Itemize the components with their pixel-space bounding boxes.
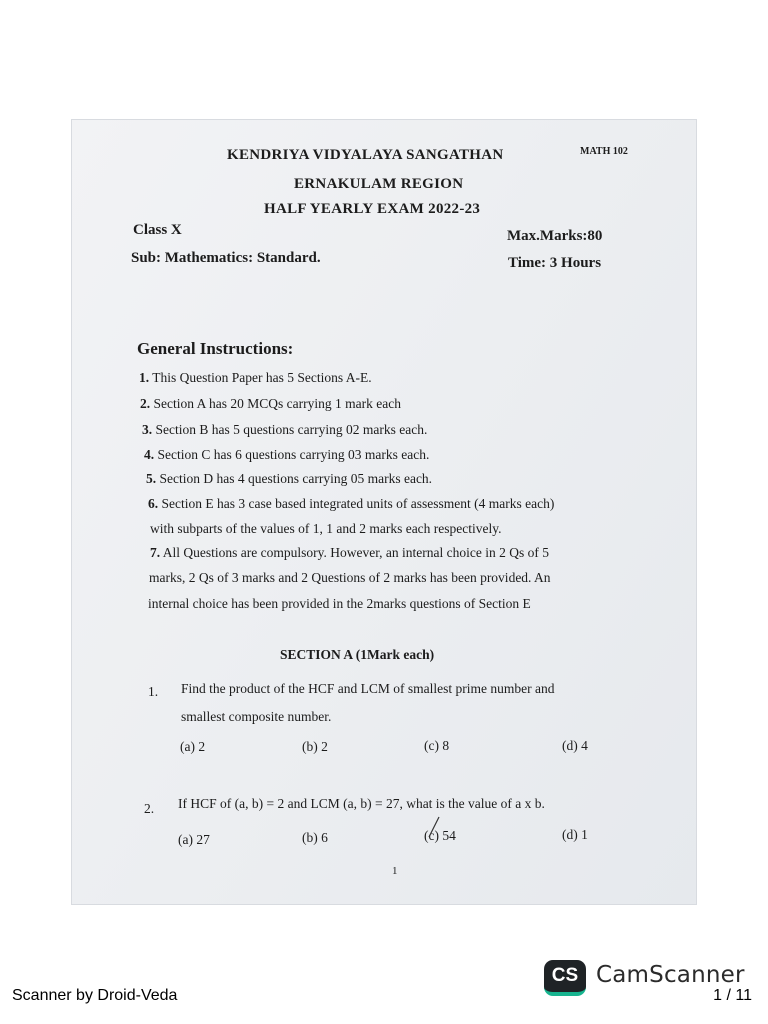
question-text: Find the product of the HCF and LCM of smallest prime number and — [181, 681, 555, 696]
question-number: 2. — [144, 801, 155, 816]
scanner-credit: Scanner by Droid-Veda — [12, 987, 178, 1004]
question-text: smallest composite number. — [181, 709, 332, 724]
exam-title: HALF YEARLY EXAM 2022-23 — [264, 201, 481, 217]
page-indicator: 1 / 11 — [713, 987, 752, 1004]
instruction-item-continued: with subparts of the values of 1, 1 and 2 marks each respectively. — [150, 521, 502, 536]
organization-title: KENDRIYA VIDYALAYA SANGATHAN — [227, 147, 504, 163]
option: (d) 4 — [562, 738, 588, 753]
class-label: Class X — [133, 222, 182, 238]
instruction-item-continued: internal choice has been provided in the 2marks questions of Section E — [148, 596, 531, 611]
question-text: If HCF of (a, b) = 2 and LCM (a, b) = 27, what is the value of a x b. — [178, 796, 545, 811]
option: (b) 6 — [302, 830, 328, 845]
paper-code: MATH 102 — [580, 146, 628, 157]
subject-label: Sub: Mathematics: Standard. — [131, 250, 321, 266]
section-a-heading: SECTION A (1Mark each) — [280, 647, 435, 662]
instruction-item: 2. Section A has 20 MCQs carrying 1 mark each — [140, 396, 401, 411]
region-title: ERNAKULAM REGION — [294, 176, 464, 192]
camscanner-brand-name: CamScanner — [596, 962, 745, 988]
scanned-page — [71, 119, 697, 905]
page-number: 1 — [392, 865, 398, 877]
option: (b) 2 — [302, 739, 328, 754]
option: (c) 54 — [424, 828, 456, 843]
max-marks: Max.Marks:80 — [507, 228, 603, 244]
tick-mark-icon — [427, 815, 443, 841]
instruction-item: 3. Section B has 5 questions carrying 02 marks each. — [142, 422, 428, 437]
option: (d) 1 — [562, 827, 588, 842]
option: (a) 27 — [178, 832, 210, 847]
option: (c) 8 — [424, 738, 450, 753]
instruction-item: 6. Section E has 3 case based integrated units of assessment (4 marks each) — [148, 496, 555, 511]
instruction-item: 1. This Question Paper has 5 Sections A-E. — [139, 370, 372, 385]
instruction-item-continued: marks, 2 Qs of 3 marks and 2 Questions of 2 marks has been provided. An — [149, 570, 551, 585]
instruction-item: 4. Section C has 6 questions carrying 03 marks each. — [144, 447, 430, 462]
instruction-item: 5. Section D has 4 questions carrying 05 marks each. — [146, 471, 433, 486]
instructions-title: General Instructions: — [137, 339, 294, 358]
option: (a) 2 — [180, 739, 206, 754]
question-number: 1. — [148, 684, 159, 699]
instruction-item: 7. All Questions are compulsory. However, an internal choice in 2 Qs of 5 — [150, 545, 549, 560]
camscanner-logo-icon: CS — [544, 960, 586, 996]
time-label: Time: 3 Hours — [508, 255, 602, 271]
